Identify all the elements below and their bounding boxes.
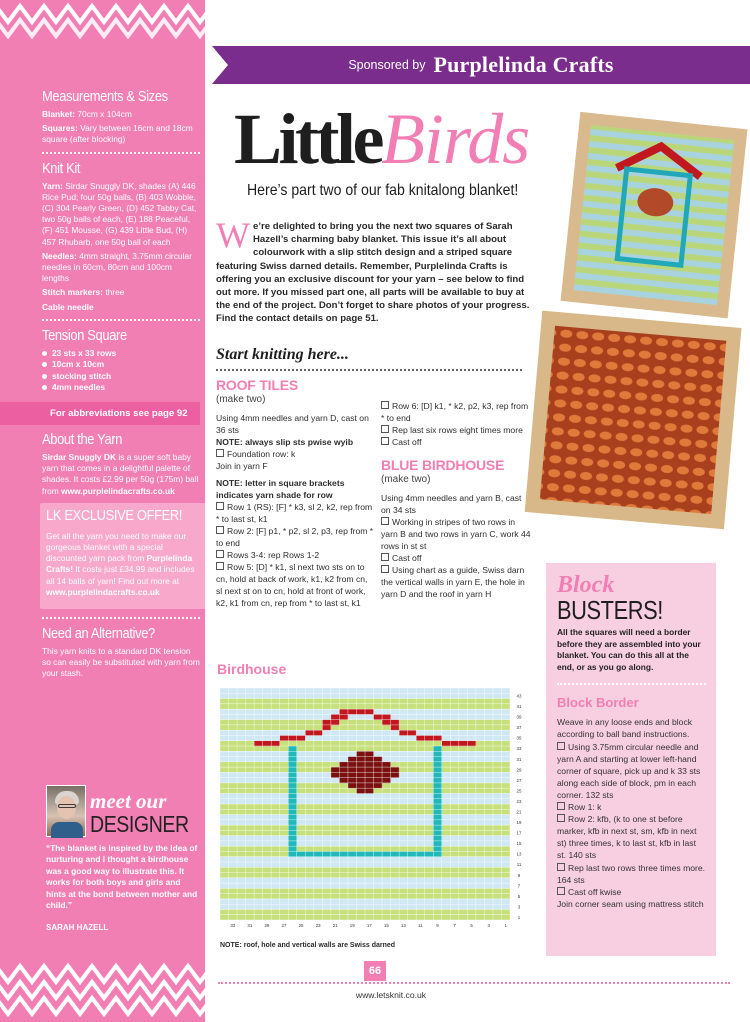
start-knitting-heading: Start knitting here... <box>216 346 349 363</box>
wall-cell <box>433 836 442 841</box>
pattern-step: NOTE: always slip sts pwise wyib <box>216 437 354 447</box>
y-tick-label: 15 <box>516 841 522 847</box>
roof-cell <box>382 714 391 719</box>
y-tick-label: 5 <box>517 893 521 899</box>
pattern-step: Join in yarn F <box>216 461 268 471</box>
roof-cell <box>365 709 374 714</box>
roof-cell <box>391 720 400 725</box>
wall-cell <box>433 746 442 751</box>
hole-cell <box>365 762 374 767</box>
pattern-step: Rep last six rows eight times more <box>381 424 531 436</box>
pattern-step: Row 2: kfb, (k to one st before marker, kfb in next st, sm, kfb in next st) three times, k to last st, kfb in last st. 140 sts <box>557 813 706 861</box>
roof-cell <box>322 725 331 730</box>
wall-cell <box>433 841 442 846</box>
about-yarn-text: Sirdar Snuggly DK is a super soft baby yarn that comes in a delightful palette of shades. It costs £2.99 per 50g (175m) ball from www.purplelindacrafts.co.uk <box>42 452 199 496</box>
wall-cell <box>288 809 297 814</box>
pattern-step: Cast off kwise <box>557 886 706 898</box>
wall-cell <box>365 851 374 856</box>
y-tick-label: 19 <box>516 820 522 826</box>
wall-cell <box>416 851 425 856</box>
wall-cell <box>314 851 323 856</box>
title-little: Little <box>234 99 381 179</box>
block-busters-panel <box>546 563 716 956</box>
birdhouse-square-photo <box>556 106 750 324</box>
designer-quote: “The blanket is inspired by the idea of nurturing and I thought a birdhouse was a good way to illustrate this. It works for both boys and girls and hints at the bond between mother and child.” <box>46 843 198 911</box>
block-border-steps <box>557 716 706 910</box>
tension-item: stocking stitch <box>42 371 200 383</box>
measurements-heading: Measurements & Sizes <box>42 88 168 105</box>
roof-cell <box>314 730 323 735</box>
roof-cell <box>459 741 468 746</box>
y-tick-label: 37 <box>516 725 522 731</box>
roof-cell <box>425 735 434 740</box>
wall-cell <box>433 778 442 783</box>
roof-cell <box>391 725 400 730</box>
title-birds: Birds <box>380 99 530 179</box>
alternative-heading: Need an Alternative? <box>42 625 155 643</box>
wall-cell <box>433 767 442 772</box>
y-tick-label: 31 <box>516 756 522 762</box>
hole-cell <box>348 778 357 783</box>
block-label: Block <box>557 572 615 598</box>
blue-birdhouse-sub: (make two) <box>381 474 431 485</box>
pattern-step: Cast off <box>381 436 531 448</box>
wall-cell <box>339 851 348 856</box>
roof-cell <box>467 741 476 746</box>
hole-cell <box>365 778 374 783</box>
wall-cell <box>433 788 442 793</box>
chart-note: NOTE: roof, hole and vertical walls are Swiss darned <box>220 942 396 949</box>
hole-cell <box>365 757 374 762</box>
x-tick-label: 13 <box>400 923 406 928</box>
y-tick-label: 39 <box>516 714 522 720</box>
wall-cell <box>288 799 297 804</box>
wall-cell <box>382 851 391 856</box>
tension-item: 4mm needles <box>42 382 200 394</box>
wall-cell <box>433 809 442 814</box>
y-tick-label: 9 <box>517 872 521 878</box>
wall-cell <box>433 851 442 856</box>
pattern-step: Rows 3-4: rep Rows 1-2 <box>216 549 374 561</box>
about-yarn-heading: About the Yarn <box>42 431 123 449</box>
page-number: 66 <box>364 961 386 981</box>
hole-cell <box>356 772 365 777</box>
wall-cell <box>399 851 408 856</box>
knit-kit-heading: Knit Kit <box>42 159 81 177</box>
roof-cell <box>408 730 417 735</box>
hole-cell <box>365 772 374 777</box>
hole-cell <box>374 767 383 772</box>
roof-cell <box>288 735 297 740</box>
designer-label: DESIGNER <box>90 811 189 837</box>
intro-paragraph <box>216 215 538 326</box>
wall-cell <box>408 851 417 856</box>
hole-cell <box>365 751 374 756</box>
roof-tiles-pattern <box>216 377 374 609</box>
x-tick-label: 3 <box>487 923 490 928</box>
wall-cell <box>433 772 442 777</box>
hole-cell <box>356 783 365 788</box>
x-tick-label: 11 <box>418 923 423 928</box>
y-tick-label: 29 <box>516 767 522 773</box>
roof-tiles-square-photo <box>519 305 750 537</box>
hole-cell <box>365 767 374 772</box>
x-tick-label: 19 <box>349 923 355 928</box>
pattern-step: Row 1: k <box>557 801 706 813</box>
pattern-step: Row 6: [D] k1, * k2, p2, k3, rep from * to end <box>381 400 531 424</box>
footer-divider <box>218 982 730 984</box>
wall-cell <box>433 830 442 835</box>
hole-cell <box>348 757 357 762</box>
pattern-step: Weave in any loose ends and block according to ball band instructions. <box>557 717 693 740</box>
divider <box>557 683 706 685</box>
roof-cell <box>442 741 451 746</box>
y-tick-label: 3 <box>517 904 521 910</box>
roof-cell <box>271 741 280 746</box>
roof-tiles-steps <box>216 412 374 609</box>
alternative-text: This yarn knits to a standard DK tension so can easily be substituted with yarn from your stash. <box>42 646 200 679</box>
roof-cell <box>263 741 272 746</box>
wall-cell <box>288 851 297 856</box>
designer-photo <box>46 785 86 837</box>
wall-cell <box>433 757 442 762</box>
roof-cell <box>322 720 331 725</box>
hole-cell <box>339 778 348 783</box>
roof-cell <box>305 730 314 735</box>
wall-cell <box>288 841 297 846</box>
knit-border-top <box>0 0 205 44</box>
x-tick-label: 17 <box>366 923 372 928</box>
offer-text: Get all the yarn you need to make our gorgeous blanket with a special discounted yarn pack from Purplelinda Crafts! It costs just £34.99 and includes all 14 balls of yarn! Find out more at www.purplelindacrafts.co.uk <box>46 530 195 597</box>
exclusive-offer-box <box>40 503 205 609</box>
hole-cell <box>348 762 357 767</box>
drop-cap: W <box>216 215 250 255</box>
hole-cell <box>382 762 391 767</box>
wall-cell <box>391 851 400 856</box>
roof-tiles-sub: (make two) <box>216 394 266 405</box>
wall-cell <box>433 825 442 830</box>
wall-cell <box>288 772 297 777</box>
x-tick-label: 7 <box>453 923 456 928</box>
wall-cell <box>374 851 383 856</box>
y-tick-label: 25 <box>516 788 522 794</box>
divider <box>42 617 200 619</box>
x-tick-label: 25 <box>298 923 304 928</box>
wall-cell <box>288 830 297 835</box>
banner-notch <box>212 46 228 84</box>
y-tick-label: 43 <box>516 693 522 699</box>
wall-cell <box>356 851 365 856</box>
needles-info: Needles: 4mm straight, 3.75mm circular needles in 60cm, 80cm and 100cm lengths <box>42 250 192 284</box>
roof-cell <box>416 735 425 740</box>
wall-cell <box>288 783 297 788</box>
page-subtitle: Here’s part two of our fab knitalong blanket! <box>247 182 519 199</box>
wall-cell <box>288 746 297 751</box>
pattern-step: Row 1 (RS): [F] * k3, sl 2, k2, rep from * to last st, k1 <box>216 502 373 524</box>
sponsor-banner <box>212 46 750 84</box>
block-border-heading: Block Border <box>557 695 639 711</box>
roof-tiles-title: ROOF TILES <box>216 377 299 393</box>
offer-heading: LK EXCLUSIVE OFFER! <box>46 506 183 524</box>
wall-cell <box>288 767 297 772</box>
pattern-step: Using 4mm needles and yarn B, cast on 34 sts <box>381 493 522 515</box>
hole-cell <box>365 788 374 793</box>
blue-birdhouse-steps <box>381 492 531 600</box>
pattern-step: Using 4mm needles and yarn D, cast on 36 sts <box>216 413 369 435</box>
wall-cell <box>433 793 442 798</box>
website-link[interactable]: www.letsknit.co.uk <box>355 990 427 1000</box>
wall-cell <box>288 778 297 783</box>
pattern-step: NOTE: letter in square brackets indicates yarn shade for row <box>216 478 345 500</box>
hole-cell <box>382 772 391 777</box>
y-tick-label: 35 <box>516 735 522 741</box>
wall-cell <box>297 851 306 856</box>
hole-cell <box>356 751 365 756</box>
wall-cell <box>433 804 442 809</box>
pattern-step: Foundation row: k <box>216 448 374 460</box>
wall-cell <box>433 820 442 825</box>
roof-cell <box>254 741 263 746</box>
hole-cell <box>339 762 348 767</box>
yarn-shop-link[interactable]: www.purplelindacrafts.co.uk <box>61 485 175 496</box>
wall-cell <box>288 804 297 809</box>
roof-cell <box>433 735 442 740</box>
hole-cell <box>356 762 365 767</box>
pattern-step: Using 3.75mm circular needle and yarn A and starting at lower left-hand corner of square, pick up and k 33 sts along each side of block, pm in each corner. 132 sts <box>557 741 706 801</box>
square-size: Squares: Vary between 16cm and 18cm square (after blocking) <box>42 123 193 145</box>
hole-cell <box>374 783 383 788</box>
x-tick-label: 27 <box>281 923 287 928</box>
x-tick-label: 29 <box>264 923 270 928</box>
tension-item: 23 sts x 33 rows <box>42 348 200 360</box>
roof-cell <box>348 709 357 714</box>
sponsor-brand: Purplelinda Crafts <box>433 52 614 77</box>
wall-cell <box>433 799 442 804</box>
y-tick-label: 17 <box>516 830 522 836</box>
hole-cell <box>365 783 374 788</box>
wall-cell <box>433 751 442 756</box>
y-tick-label: 13 <box>516 851 522 857</box>
designer-name: SARAH HAZELL <box>46 923 109 932</box>
wall-cell <box>288 788 297 793</box>
sponsored-by-label: Sponsored by <box>348 58 426 72</box>
hole-cell <box>382 767 391 772</box>
y-tick-label: 33 <box>516 746 522 752</box>
offer-link[interactable]: www.purplelindacrafts.co.uk <box>46 586 160 597</box>
y-tick-label: 27 <box>516 777 522 783</box>
wall-cell <box>433 846 442 851</box>
hole-cell <box>348 783 357 788</box>
sidebar <box>0 0 205 1022</box>
hole-cell <box>356 757 365 762</box>
markers-info: Stitch markers: three <box>42 287 125 298</box>
x-tick-label: 23 <box>315 923 321 928</box>
roof-cell <box>399 730 408 735</box>
roof-cell <box>450 741 459 746</box>
y-tick-label: 1 <box>517 914 521 920</box>
hole-cell <box>356 767 365 772</box>
wall-cell <box>288 846 297 851</box>
wall-cell <box>348 851 357 856</box>
pattern-step: Row 2: [F] p1, * p2, sl 2, p3, rep from * to end <box>216 526 374 548</box>
hole-cell <box>339 767 348 772</box>
wall-cell <box>322 851 331 856</box>
intro-text: e’re delighted to bring you the next two squares of Sarah Hazell’s charming baby blanket. This issue it’s all about colourwork with a slip stitch design and a striped square featuring Swiss darned details. Remember, Purplelinda Crafts is offering you an exclusive discount for your yarn – see below to find out more. If you missed part one, all parts will be available to buy at the end of the project. Don’t forget to share photos of your progress. Find the contact details on page 51. <box>216 221 530 325</box>
y-tick-label: 7 <box>517 883 521 889</box>
tension-list <box>42 348 200 394</box>
wall-cell <box>288 751 297 756</box>
x-tick-label: 15 <box>383 923 389 928</box>
x-tick-label: 33 <box>230 923 236 928</box>
yarn-info: Yarn: Sirdar Snuggly DK, shades (A) 446 Rice Pud; four 50g balls, (B) 403 Wobble, (C) 304 Pearly Green, (D) 452 Tabby Cat, two 50g balls of each, (E) 188 Peaceful, (F) 451 Mousse, (G) 439 Little Bud, (H) 457 Rhubarb, one 50g ball of each <box>42 180 197 247</box>
wall-cell <box>331 851 340 856</box>
meet-our-label: meet our <box>90 789 167 813</box>
x-tick-label: 21 <box>332 923 338 928</box>
hole-cell <box>391 767 400 772</box>
wall-cell <box>433 815 442 820</box>
chart-title: Birdhouse <box>217 661 287 677</box>
pattern-step: Using chart as a guide, Swiss darn the vertical walls in yarn E, the hole in yarn D and the roof in yarn H <box>381 564 531 600</box>
hole-cell <box>356 778 365 783</box>
wall-cell <box>288 793 297 798</box>
hole-cell <box>374 757 383 762</box>
roof-cell <box>356 709 365 714</box>
wall-cell <box>288 836 297 841</box>
wall-cell <box>305 851 314 856</box>
pattern-step: Row 5: [D] * k1, sl next two sts on to cn, hold at back of work, k1, k2 from cn, sl next st on to cn, hold at front of work, k2, k1 from cn, rep from * to last st, k1 <box>216 561 374 609</box>
blanket-size: Blanket: 70cm x 104cm <box>42 109 132 119</box>
roof-cell <box>331 720 340 725</box>
wall-cell <box>288 815 297 820</box>
roof-tiles-steps-continued <box>381 400 531 448</box>
roof-cell <box>297 735 306 740</box>
wall-cell <box>288 825 297 830</box>
wall-cell <box>433 762 442 767</box>
divider <box>42 152 200 154</box>
divider <box>216 369 522 371</box>
y-tick-label: 23 <box>516 798 522 804</box>
hole-cell <box>374 778 383 783</box>
wall-cell <box>288 762 297 767</box>
pattern-right-column <box>381 400 531 600</box>
y-tick-label: 21 <box>516 809 522 815</box>
hole-cell <box>331 772 340 777</box>
x-tick-label: 31 <box>247 923 253 928</box>
pattern-step: Cast off <box>381 552 531 564</box>
hole-cell <box>374 762 383 767</box>
x-tick-label: 5 <box>470 923 473 928</box>
roof-cell <box>382 720 391 725</box>
y-tick-label: 41 <box>516 704 522 710</box>
hole-cell <box>374 772 383 777</box>
x-tick-label: 9 <box>436 923 439 928</box>
hole-cell <box>391 772 400 777</box>
roof-cell <box>280 735 289 740</box>
pattern-step: Join corner seam using mattress stitch <box>557 898 704 909</box>
page-title <box>234 98 529 181</box>
cable-needle-info: Cable needle <box>42 301 94 312</box>
wall-cell <box>288 757 297 762</box>
tension-item: 10cm x 10cm <box>42 359 200 371</box>
hole-cell <box>356 788 365 793</box>
x-tick-label: 1 <box>504 923 507 928</box>
hole-cell <box>331 767 340 772</box>
roof-cell <box>339 709 348 714</box>
abbreviations-note: For abbreviations see page 92 <box>0 402 200 425</box>
pattern-step: Working in stripes of two rows in yarn B and two rows in yarn C, work 44 rows in st st <box>381 517 531 551</box>
roof-cell <box>374 714 383 719</box>
divider <box>42 319 200 321</box>
blue-birdhouse-title: BLUE BIRDHOUSE <box>381 457 505 473</box>
hole-cell <box>348 767 357 772</box>
birdhouse-chart <box>218 686 536 942</box>
wall-cell <box>425 851 434 856</box>
block-busters-intro: All the squares will need a border before they are assembled into your blanket. You can do this all at the end, or as you go along. <box>557 627 701 672</box>
roof-cell <box>339 714 348 719</box>
roof-cell <box>331 714 340 719</box>
wall-cell <box>433 783 442 788</box>
wall-cell <box>288 820 297 825</box>
hole-cell <box>382 778 391 783</box>
tension-heading: Tension Square <box>42 326 127 344</box>
busters-label: BUSTERS! <box>557 595 663 625</box>
pattern-step: Rep last two rows three times more. 164 sts <box>557 862 706 885</box>
y-tick-label: 11 <box>516 862 522 868</box>
hole-cell <box>339 772 348 777</box>
hole-cell <box>348 772 357 777</box>
